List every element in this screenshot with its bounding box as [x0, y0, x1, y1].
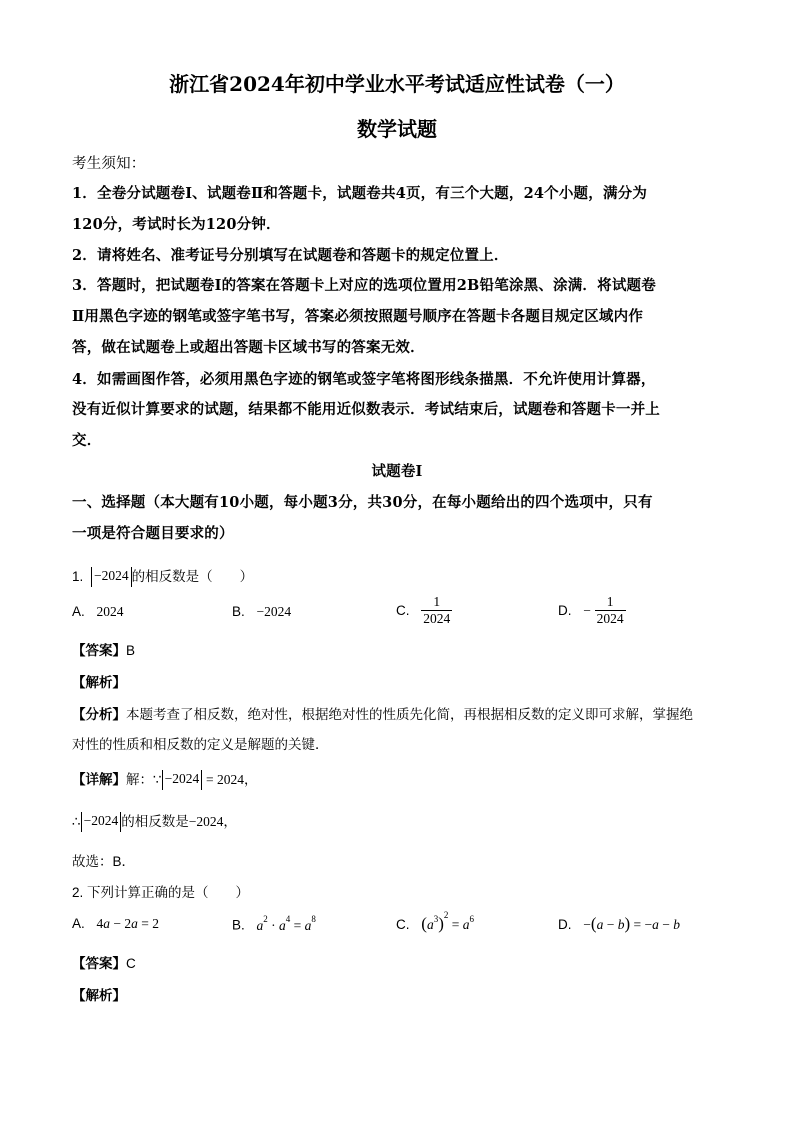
- question-1-stem-tail: 的相反数是（ ）: [131, 569, 254, 584]
- detail-comma: ，: [243, 772, 258, 787]
- answer-tag: 【答案】: [72, 643, 126, 658]
- question-2-stem: 2. 下列计算正确的是（ ）: [72, 885, 250, 900]
- option-d-denominator: 2024: [596, 611, 624, 626]
- question-1-fenxi-line-2: 对性的性质和相反数的定义是解题的关键．: [72, 737, 329, 752]
- answer-value: B: [126, 643, 136, 658]
- question-1-detail: [72, 768, 257, 790]
- option-a-value: 2024: [96, 604, 124, 619]
- fenxi-text-1: 本题考查了相反数，绝对性，根据绝对性的性质先化简，再根据相反数的定义即可求解，掌握绝: [126, 707, 693, 722]
- option-c-label: C.: [396, 603, 410, 618]
- option-d-numerator: 1: [606, 594, 614, 609]
- q2-answer-value: C: [126, 956, 136, 971]
- notice-item-4-line-1: 4．如需画图作答，必须用黑色字迹的钢笔或签字笔将图形线条描黑．不允许使用计算器，: [72, 371, 656, 388]
- question-1-therefore: [72, 810, 237, 832]
- question-1-number: 1.: [72, 569, 84, 584]
- option-d-sign: −: [583, 602, 591, 618]
- question-1-option-c[interactable]: [396, 594, 452, 627]
- question-2-option-d[interactable]: [558, 914, 680, 934]
- question-2-option-b[interactable]: [232, 916, 316, 934]
- q2-option-b-label: B.: [232, 917, 245, 933]
- detail-equation: = 2024: [205, 772, 244, 787]
- question-1-abs-expression: −2024: [91, 567, 132, 587]
- exam-subtitle: 数学试题: [357, 117, 437, 141]
- q2-option-c-formula: $(a^3)^2 = a^6$: [421, 909, 474, 933]
- detail-prefix: 解：∵: [126, 772, 162, 787]
- q2-option-c-label: C.: [396, 917, 410, 932]
- option-c-fraction: [421, 594, 452, 627]
- fenxi-tag: 【分析】: [72, 707, 126, 722]
- part-1-heading-line-2: 一项是符合题目要求的）: [72, 525, 234, 542]
- notice-item-3-line-2: Ⅱ用黑色字迹的钢笔或签字笔书写，答案必须按照题号顺序在答题卡各题目规定区域内作: [72, 308, 644, 325]
- question-1-option-a[interactable]: [72, 604, 124, 620]
- section-heading: 试题卷Ⅰ: [371, 463, 423, 480]
- q2-option-b-formula: $a^2 \cdot a^4 = a^8$: [256, 914, 316, 933]
- q2-answer-tag: 【答案】: [72, 956, 126, 971]
- notice-item-3-line-3: 答，做在试题卷上或超出答题卡区域书写的答案无效．: [72, 339, 425, 356]
- q2-option-a-label: A.: [72, 916, 85, 931]
- option-a-label: A.: [72, 604, 85, 619]
- option-b-value: −2024: [256, 604, 292, 619]
- question-1-stem: [72, 565, 253, 587]
- question-2-analysis-tag: 【解析】: [72, 988, 126, 1003]
- notice-item-4-line-2: 没有近似计算要求的试题，结果都不能用近似数表示．考试结束后，试题卷和答题卡一并上: [72, 401, 660, 418]
- therefore-symbol: ∴: [72, 814, 81, 829]
- option-d-label: D.: [558, 603, 572, 618]
- therefore-tail: ，: [223, 814, 237, 829]
- notice-item-3-line-1: 3．答题时，把试题卷Ⅰ的答案在答题卡上对应的选项位置用2B铅笔涂黑、涂满．将试题卷: [72, 277, 656, 294]
- option-c-numerator: 1: [433, 594, 441, 609]
- q2-option-a-formula: 4a − 2a = 2: [96, 916, 160, 931]
- therefore-abs-expression: −2024: [81, 812, 122, 832]
- q2-option-d-formula: −(a − b) = −a − b: [583, 914, 680, 933]
- notice-item-4-line-3: 交．: [72, 432, 102, 449]
- detail-tag: 【详解】: [72, 772, 126, 787]
- therefore-value: −2024: [188, 814, 224, 829]
- exam-title: 浙江省2024年初中学业水平考试适应性试卷（一）: [169, 72, 625, 96]
- detail-abs-expression: −2024: [162, 770, 203, 790]
- notice-item-1-line-1: 1．全卷分试题卷Ⅰ、试题卷Ⅱ和答题卡，试题卷共4页，有三个大题，24个小题，满分为: [72, 185, 648, 202]
- question-1-analysis-tag: 【解析】: [72, 675, 126, 690]
- question-1-choose: 故选：B．: [72, 854, 136, 869]
- notice-heading: 考生须知：: [72, 156, 146, 172]
- question-2-answer: [72, 952, 136, 972]
- q2-option-d-label: D.: [558, 917, 572, 932]
- option-b-label: B.: [232, 604, 245, 619]
- question-1-option-b[interactable]: [232, 604, 291, 620]
- option-c-denominator: 2024: [423, 611, 451, 626]
- option-d-fraction: [595, 594, 626, 627]
- therefore-mid: 的相反数是: [121, 814, 189, 829]
- question-2-option-a[interactable]: [72, 916, 159, 932]
- part-1-heading-line-1: 一、选择题（本大题有10小题，每小题3分，共30分，在每小题给出的四个选项中，只有: [72, 494, 653, 511]
- question-1-option-d[interactable]: [558, 594, 626, 627]
- question-1-fenxi-line-1: [72, 703, 693, 723]
- notice-item-1-line-2: 120分，考试时长为120分钟．: [72, 216, 281, 233]
- question-2-option-c[interactable]: [396, 909, 474, 934]
- notice-item-2: 2．请将姓名、准考证号分别填写在试题卷和答题卡的规定位置上．: [72, 247, 509, 264]
- question-1-answer: [72, 639, 135, 659]
